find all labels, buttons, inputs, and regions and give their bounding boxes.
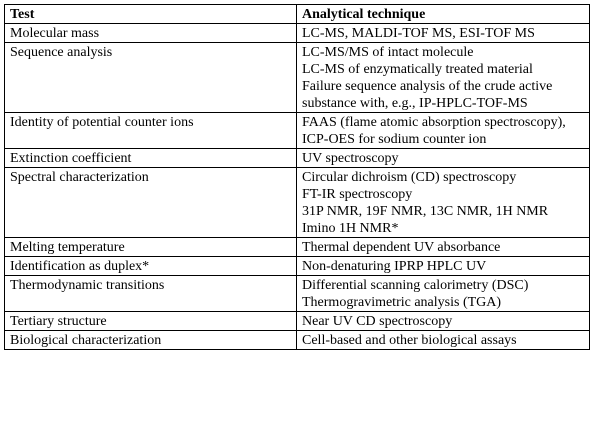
technique-line: Differential scanning calorimetry (DSC) xyxy=(302,278,529,293)
technique-line: FAAS (flame atomic absorption spectroscopy), ICP-OES for sodium counter ion xyxy=(302,115,566,147)
technique-line: LC-MS/MS of intact molecule xyxy=(302,45,474,60)
technique-line: 31P NMR, 19F NMR, 13C NMR, 1H NMR xyxy=(302,204,549,219)
technique-line: Cell-based and other biological assays xyxy=(302,333,517,348)
technique-line: UV spectroscopy xyxy=(302,151,399,166)
technique-line: Thermogravimetric analysis (TGA) xyxy=(302,295,502,310)
header-analytical-technique: Analytical technique xyxy=(297,5,590,24)
table-row xyxy=(5,24,590,43)
table-row xyxy=(5,312,590,331)
test-cell: Sequence analysis xyxy=(5,43,297,113)
table-row xyxy=(5,149,590,168)
technique-line: Near UV CD spectroscopy xyxy=(302,314,453,329)
table-row xyxy=(5,276,590,312)
header-test: Test xyxy=(5,5,297,24)
test-cell: Molecular mass xyxy=(5,24,297,43)
table-row xyxy=(5,113,590,149)
table-row xyxy=(5,257,590,276)
table-row xyxy=(5,43,590,113)
table-row xyxy=(5,168,590,238)
technique-line: Non-denaturing IPRP HPLC UV xyxy=(302,259,487,274)
technique-line: Thermal dependent UV absorbance xyxy=(302,240,501,255)
technique-line: Failure sequence analysis of the crude active substance with, e.g., IP-HPLC-TOF-MS xyxy=(302,79,553,111)
table-row xyxy=(5,238,590,257)
technique-cell xyxy=(297,276,590,312)
technique-line: Imino 1H NMR* xyxy=(302,221,399,236)
test-cell: Tertiary structure xyxy=(5,312,297,331)
test-cell: Extinction coefficient xyxy=(5,149,297,168)
test-cell: Spectral characterization xyxy=(5,168,297,238)
test-cell: Biological characterization xyxy=(5,331,297,350)
test-cell: Identification as duplex* xyxy=(5,257,297,276)
technique-cell xyxy=(297,331,590,350)
technique-cell xyxy=(297,43,590,113)
table-row xyxy=(5,331,590,350)
technique-line: Circular dichroism (CD) spectroscopy xyxy=(302,170,517,185)
technique-cell xyxy=(297,168,590,238)
technique-line: FT-IR spectroscopy xyxy=(302,187,413,202)
test-cell: Melting temperature xyxy=(5,238,297,257)
technique-cell xyxy=(297,149,590,168)
technique-cell xyxy=(297,312,590,331)
technique-cell xyxy=(297,113,590,149)
technique-cell xyxy=(297,257,590,276)
technique-line: LC-MS of enzymatically treated material xyxy=(302,62,533,77)
analytical-methods-table xyxy=(4,4,590,350)
table-header-row xyxy=(5,5,590,24)
test-cell: Identity of potential counter ions xyxy=(5,113,297,149)
technique-cell xyxy=(297,238,590,257)
technique-line: LC-MS, MALDI-TOF MS, ESI-TOF MS xyxy=(302,26,535,41)
test-cell: Thermodynamic transitions xyxy=(5,276,297,312)
technique-cell xyxy=(297,24,590,43)
